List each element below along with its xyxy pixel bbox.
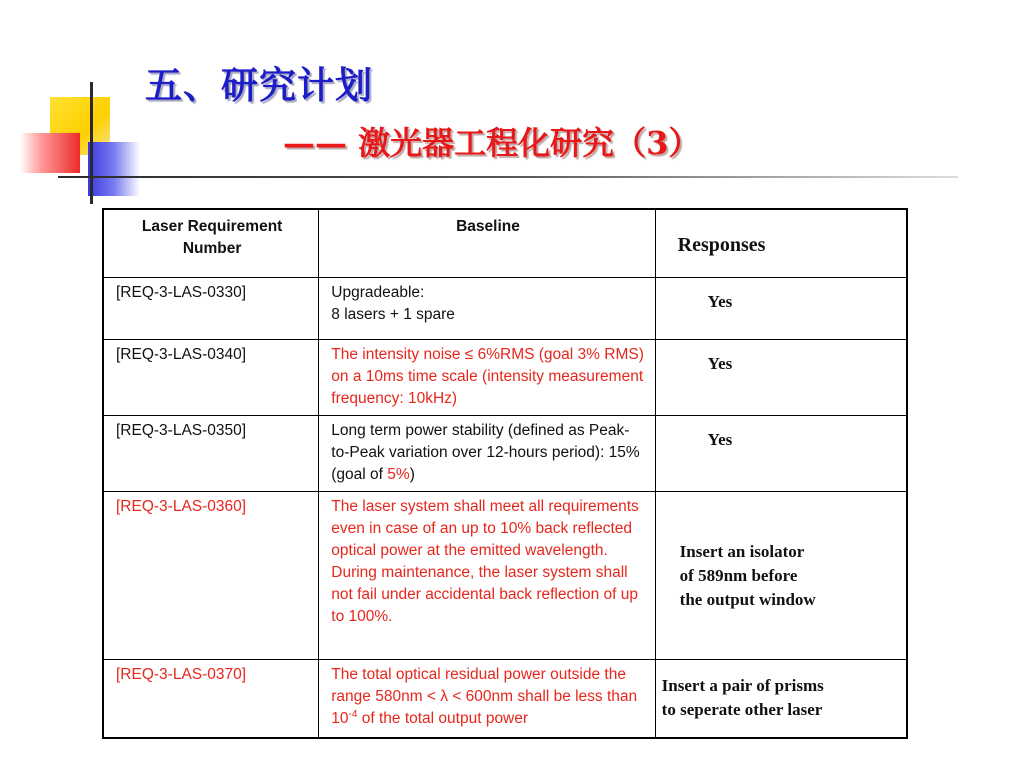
decor-vertical-line <box>90 82 93 204</box>
table-row <box>103 416 907 492</box>
decor-red-square <box>20 133 80 173</box>
requirement-id: [REQ-3-LAS-0370] <box>103 660 319 738</box>
table-header-row <box>103 209 907 278</box>
requirement-id: [REQ-3-LAS-0360] <box>103 492 319 660</box>
baseline-text: 8 lasers + 1 spare <box>331 306 455 323</box>
baseline-text: of the total output power <box>357 710 529 727</box>
baseline-cell <box>319 660 655 738</box>
baseline-text: ) <box>409 466 415 483</box>
baseline-cell <box>319 278 655 340</box>
slide-title: 五、研究计划 <box>145 64 373 107</box>
response-text: the output window <box>679 590 816 609</box>
table-row <box>103 492 907 660</box>
header-requirement-number: Laser Requirement Number <box>103 209 319 278</box>
slide-subtitle: —— 激光器工程化研究（3） <box>283 124 701 162</box>
decor-blue-square <box>88 142 140 196</box>
response-cell <box>655 492 907 660</box>
baseline-text: The total optical residual power outside the range 580nm < λ < 600nm shall be less than 10 <box>331 666 638 727</box>
response-cell <box>655 660 907 738</box>
table-row <box>103 278 907 340</box>
response-text: to seperate other laser <box>661 700 823 719</box>
table-row <box>103 340 907 416</box>
requirements-table <box>102 208 908 739</box>
table-row <box>103 660 907 738</box>
header-baseline: Baseline <box>319 209 655 278</box>
response-text: of 589nm before <box>679 566 798 585</box>
decor-horizontal-line <box>58 176 958 178</box>
requirement-id: [REQ-3-LAS-0330] <box>103 278 319 340</box>
requirement-id: [REQ-3-LAS-0350] <box>103 416 319 492</box>
response-cell: Yes <box>655 416 907 492</box>
response-text: Insert a pair of prisms <box>661 676 824 695</box>
requirement-id: [REQ-3-LAS-0340] <box>103 340 319 416</box>
header-responses: Responses <box>655 209 907 278</box>
baseline-text: The laser system shall meet all requirements even in case of an up to 10% back reflected optical power at the emitted wavelength. During maintenance, the laser system shall not fail under accidental back reflection of up to 100%. <box>319 492 655 660</box>
response-text: Insert an isolator <box>679 542 805 561</box>
baseline-goal: 5% <box>387 466 410 483</box>
baseline-text: Long term power stability (defined as Peak-to-Peak variation over 12-hours period): 15% (goal of <box>331 422 640 483</box>
response-cell: Yes <box>655 278 907 340</box>
response-cell: Yes <box>655 340 907 416</box>
baseline-cell <box>319 416 655 492</box>
baseline-exponent: -4 <box>348 708 358 720</box>
baseline-text: The intensity noise ≤ 6%RMS (goal 3% RMS) on a 10ms time scale (intensity measurement frequency: 10kHz) <box>319 340 655 416</box>
baseline-text: Upgradeable: <box>331 284 425 301</box>
